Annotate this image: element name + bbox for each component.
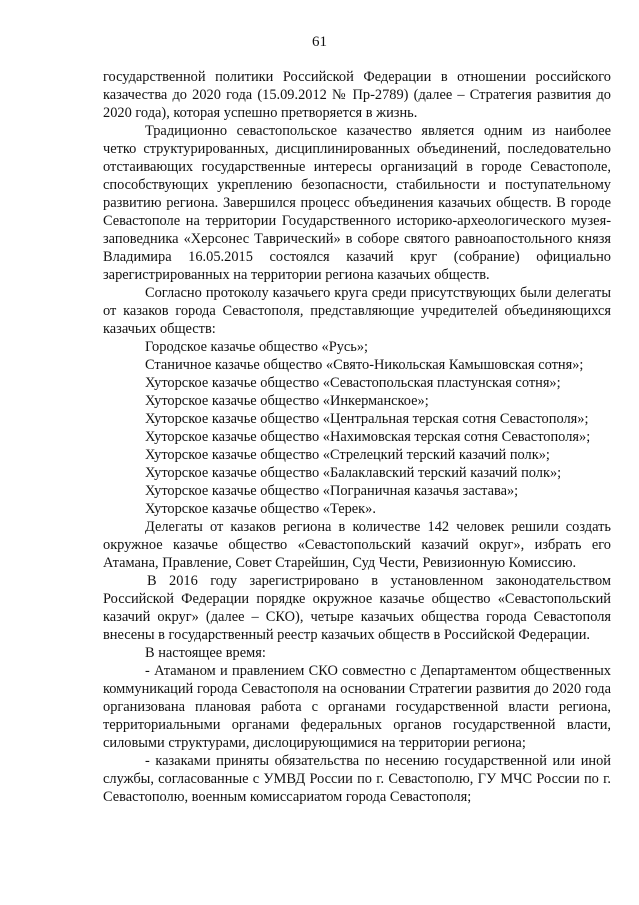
paragraph-intro-continuation: государственной политики Российской Федерации в отношении российского казачества до 2020 года (15.09.2012 № Пр-2789) (далее – Стратегия развития до 2020 года), которая успешно претворяется в жизнь. xyxy=(103,69,611,121)
list-item: Хуторское казачье общество «Терек». xyxy=(145,501,376,517)
list-item: Хуторское казачье общество «Стрелецкий терский казачий полк»; xyxy=(145,447,550,463)
document-body xyxy=(103,68,611,806)
paragraph-circle-protocol: Согласно протоколу казачьего круга среди присутствующих были делегаты от казаков города Севастополя, представляющие учредителей объединяющихся казачьих обществ: xyxy=(103,285,611,337)
list-item: Хуторское казачье общество «Севастопольская пластунская сотня»; xyxy=(145,375,561,391)
paragraph-service-obligations: - казаками приняты обязательства по несению государственной или иной службы, согласованные с УМВД России по г. Севастополю, ГУ МЧС России по г. Севастополю, военным комиссариатом города Севастополя; xyxy=(103,753,611,805)
list-item: Станичное казачье общество «Свято-Никольская Камышовская сотня»; xyxy=(145,357,584,373)
list-item: Хуторское казачье общество «Пограничная казачья застава»; xyxy=(145,483,519,499)
paragraph-registration-2016: В 2016 году зарегистрировано в установленном законодательством Российской Федерации порядке окружное казачье общество «Севастопольский казачий округ» (далее – СКО), четыре казачьих общества города Севастополя внесены в государственный реестр казачьих обществ в Российской Федерации. xyxy=(103,573,611,643)
list-item: Хуторское казачье общество «Балаклавский терский казачий полк»; xyxy=(145,465,562,481)
paragraph-delegates-decision: Делегаты от казаков региона в количестве 142 человек решили создать окружное казачье общество «Севастопольский казачий округ», избрать его Атамана, Правление, Совет Старейшин, Суд Чести, Ревизионную Комиссию. xyxy=(103,519,611,571)
list-item: Городское казачье общество «Русь»; xyxy=(145,339,369,355)
paragraph-cossack-tradition: Традиционно севастопольское казачество является одним из наиболее четко структурированных, дисциплинированных объединений, последовательно отстаивающих государственные интересы организаций в городе Севастополе, способствующих укреплению безопасности, стабильности и поступательному развитию региона. Завершился процесс объединения казачьих обществ. В городе Севастополе на территории Государственного историко-археологического музея-заповедника «Херсонес Таврический» в соборе святого равноапостольного князя Владимира 16.05.2015 состоялся казачий круг (собрание) официально зарегистрированных на территории региона казачьих обществ. xyxy=(103,123,611,283)
list-item: Хуторское казачье общество «Нахимовская терская сотня Севастополя»; xyxy=(145,429,591,445)
list-item: Хуторское казачье общество «Центральная терская сотня Севастополя»; xyxy=(145,411,589,427)
paragraph-ataman-work: - Атаманом и правлением СКО совместно с Департаментом общественных коммуникаций города Севастополя на основании Стратегии развития до 2020 года организована плановая работа с органами государственной власти региона, территориальными органами федеральных органов государственной власти, силовыми структурами, дислоцирующимися на территории региона; xyxy=(103,663,611,751)
list-item: Хуторское казачье общество «Инкерманское»; xyxy=(145,393,429,409)
page-number: 61 xyxy=(312,34,327,50)
paragraph-current-time: В настоящее время: xyxy=(145,645,266,661)
